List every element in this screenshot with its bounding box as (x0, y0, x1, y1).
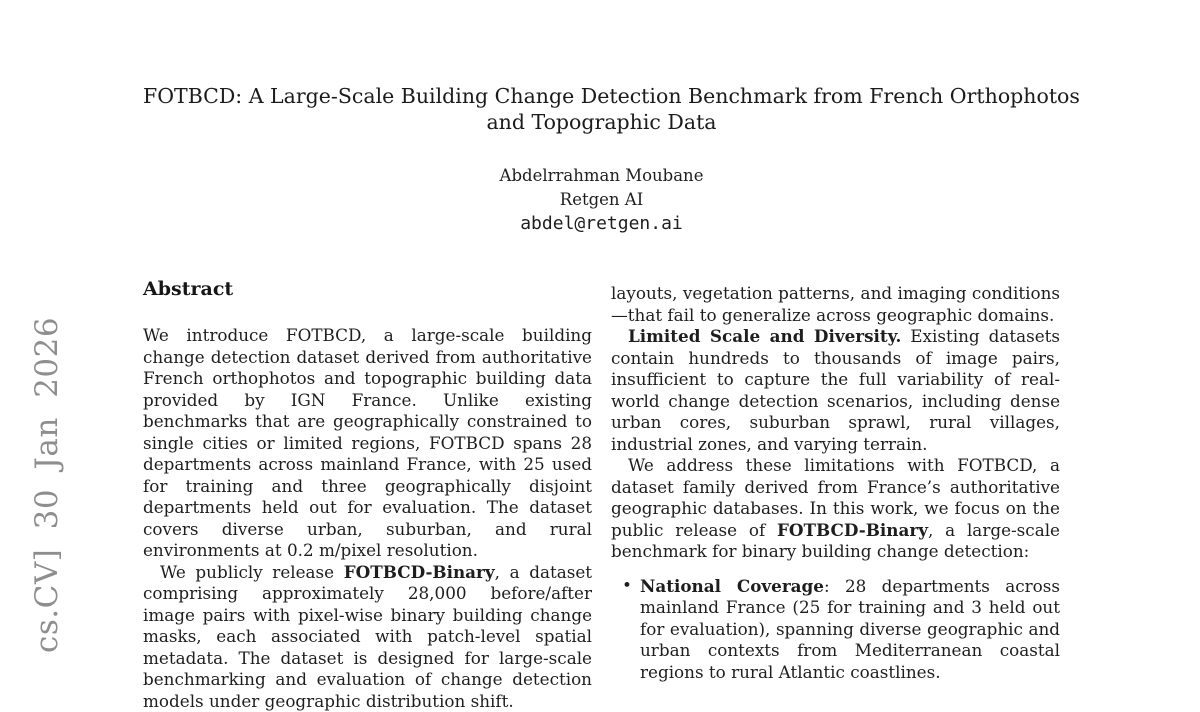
intro-paragraph-continuation: layouts, vegetation patterns, and imaging conditions—that fail to generalize across geographic domains. (611, 277, 1060, 326)
arxiv-watermark: cs.CV] 30 Jan 2026 (29, 317, 66, 653)
intro-paragraph-limited-scale: Limited Scale and Diversity. Existing datasets contain hundreds to thousands of image pairs, insufficient to capture the full variability of real-world change detection scenarios, including dense urban cores, suburban sprawl, rural villages, industrial zones, and varying terrain. (611, 326, 1060, 455)
abstract-paragraph-2: We publicly release FOTBCD-Binary, a dataset comprising approximately 28,000 before/after image pairs with pixel-wise binary building change masks, each associated with patch-level spatial metadata. The dataset is designed for large-scale benchmarking and evaluation of change detection models under geographic distribution shift. (143, 562, 592, 712)
left-column (143, 277, 592, 712)
paper-title (143, 83, 1060, 135)
paper-title-line-1: FOTBCD: A Large-Scale Building Change Detection Benchmark from French Orthophotos (143, 83, 1060, 109)
paper-title-line-2: and Topographic Data (143, 109, 1060, 135)
bullet-national-coverage: • National Coverage: 28 departments across mainland France (25 for training and 3 held out for evaluation), spanning diverse geographic and urban contexts from Mediterranean coastal regions to rural Atlantic coastlines. (640, 576, 1060, 684)
intro-paragraph-fotbcd-binary: We address these limitations with FOTBCD, a dataset family derived from France’s authoritative geographic databases. In this work, we focus on the public release of FOTBCD-Binary, a large-scale benchmark for binary building change detection: (611, 455, 1060, 563)
author-name: Abdelrrahman Moubane (143, 164, 1060, 188)
paper-header (143, 0, 1060, 236)
author-affiliation: Retgen AI (143, 188, 1060, 212)
abstract-heading: Abstract (143, 277, 592, 301)
right-column (611, 277, 1060, 683)
contribution-list (611, 576, 1060, 684)
author-email: abdel@retgen.ai (143, 212, 1060, 236)
abstract-paragraph-1: We introduce FOTBCD, a large-scale building change detection dataset derived from authoritative French orthophotos and topographic building data provided by IGN France. Unlike existing benchmarks that are geographically constrained to single cities or limited regions, FOTBCD spans 28 departments across mainland France, with 25 used for training and three geographically disjoint departments held out for evaluation. The dataset covers diverse urban, suburban, and rural environments at 0.2 m/pixel resolution. (143, 325, 592, 562)
